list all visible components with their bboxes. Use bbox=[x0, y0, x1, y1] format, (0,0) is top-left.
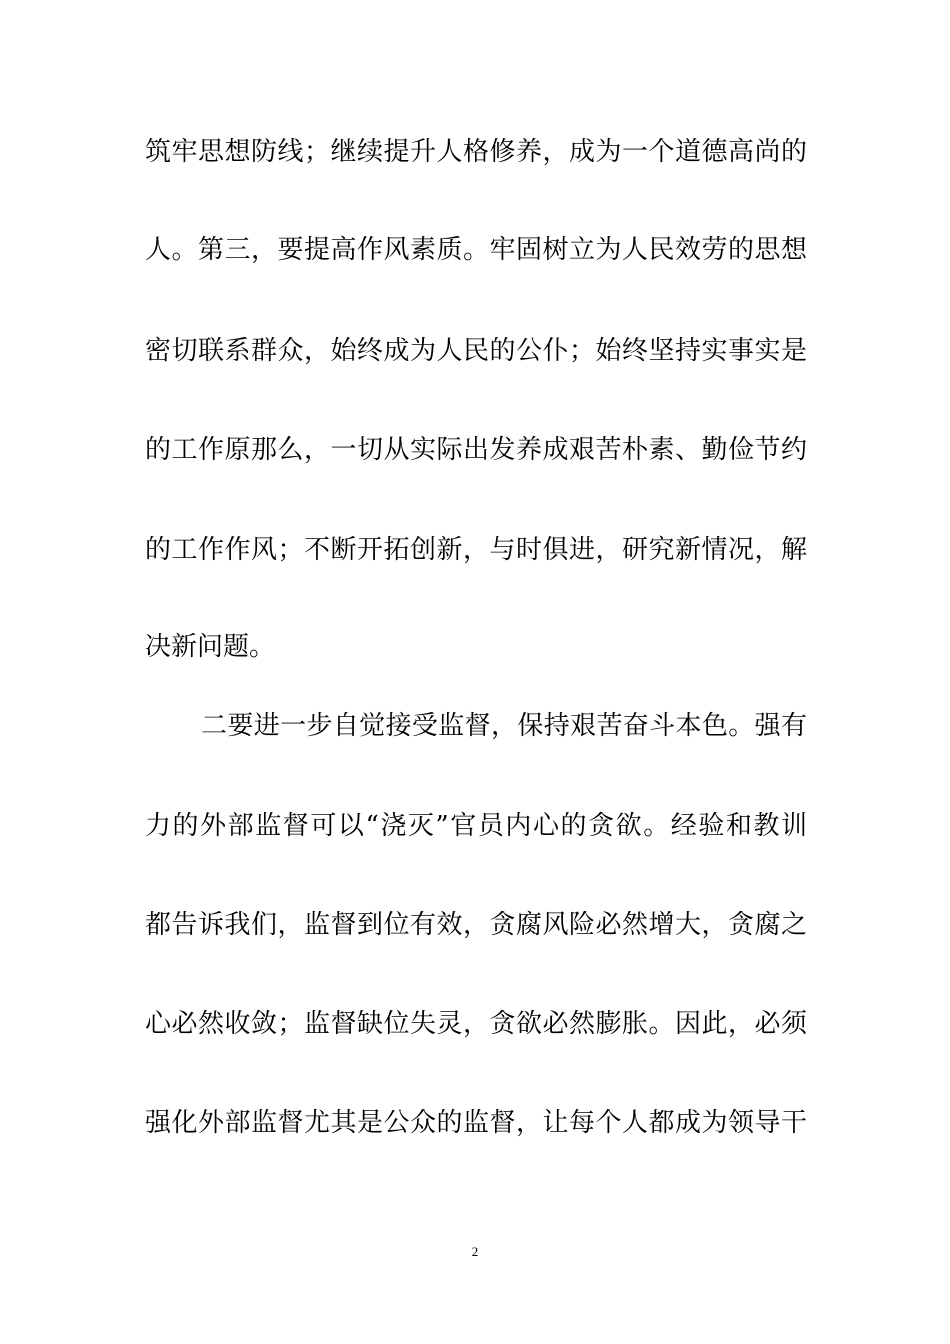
paragraph-line: 力的外部监督可以“浇灭”官员内心的贪欲。经验和教训 bbox=[145, 811, 807, 841]
paragraph-line: 筑牢思想防线；继续提升人格修养，成为一个道德高尚的 bbox=[145, 137, 807, 167]
paragraph-line: 人。第三，要提高作风素质。牢固树立为人民效劳的思想 bbox=[145, 235, 807, 265]
page-number: 2 bbox=[471, 1244, 479, 1259]
paragraph-line: 强化外部监督尤其是公众的监督，让每个人都成为领导干 bbox=[145, 1108, 807, 1138]
paragraph-line: 心必然收敛；监督缺位失灵，贪欲必然膨胀。因此，必须 bbox=[145, 1009, 807, 1039]
paragraph-line: 密切联系群众，始终成为人民的公仆；始终坚持实事实是 bbox=[145, 336, 807, 366]
paragraph-line: 的工作原那么，一切从实际出发养成艰苦朴素、勤俭节约 bbox=[145, 435, 807, 465]
paragraph-line: 的工作作风；不断开拓创新，与时俱进，研究新情况，解 bbox=[145, 535, 807, 565]
paragraph-line: 二要进一步自觉接受监督，保持艰苦奋斗本色。强有 bbox=[201, 711, 807, 741]
paragraph-line: 决新问题。 bbox=[145, 632, 276, 662]
paragraph-line: 都告诉我们，监督到位有效，贪腐风险必然增大，贪腐之 bbox=[145, 910, 807, 940]
